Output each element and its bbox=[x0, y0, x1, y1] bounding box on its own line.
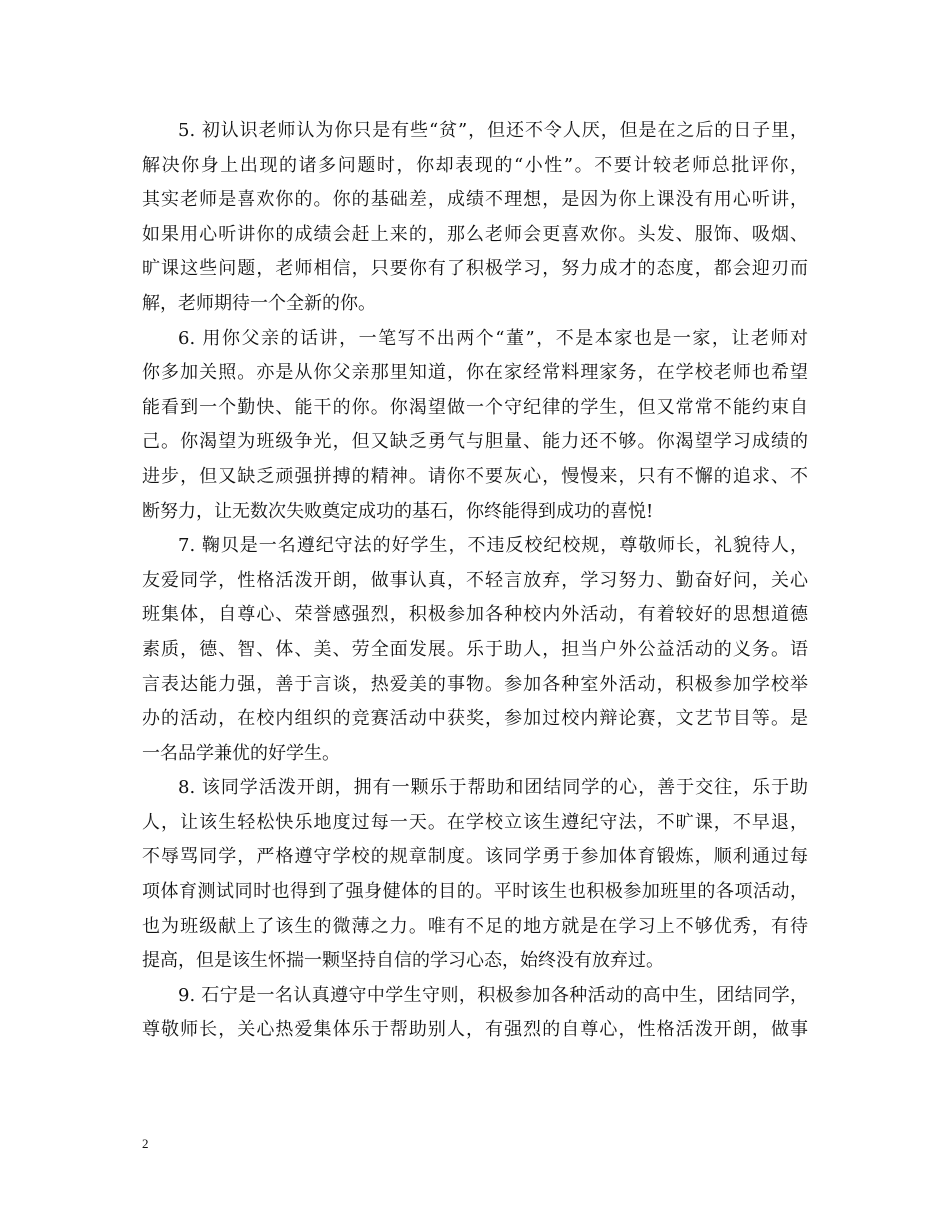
paragraph-item-9 bbox=[142, 979, 808, 1048]
text-line: 5. 初认识老师认为你只是有些“贫”，但还不令人厌，但是在之后的日子里， bbox=[178, 120, 808, 141]
text-line: 人，让该生轻松快乐地度过每一天。在学校立该生遵纪守法，不旷课，不早退， bbox=[142, 811, 808, 833]
page-number: 2 bbox=[142, 1136, 149, 1151]
text-line: 解决你身上出现的诸多问题时，你却表现的“小性”。不要计较老师总批评你， bbox=[142, 154, 808, 176]
text-line: 6. 用你父亲的话讲，一笔写不出两个“董”，不是本家也是一家，让老师对 bbox=[178, 327, 808, 349]
text-line: 班集体，自尊心、荣誉感强烈，积极参加各种校内外活动，有着较好的思想道德 bbox=[142, 604, 808, 626]
text-line: 旷课这些问题，老师相信，只要你有了积极学习，努力成才的态度，都会迎刃而 bbox=[142, 258, 808, 280]
text-line: 断努力，让无数次失败奠定成功的基石，你终能得到成功的喜悦! bbox=[142, 500, 654, 522]
text-line: 办的活动，在校内组织的竞赛活动中获奖，参加过校内辩论赛，文艺节目等。是 bbox=[142, 708, 808, 730]
text-line: 其实老师是喜欢你的。你的基础差，成绩不理想，是因为你上课没有用心听讲， bbox=[142, 189, 808, 211]
text-line: 9. 石宁是一名认真遵守中学生守则，积极参加各种活动的高中生，团结同学， bbox=[178, 984, 808, 1006]
paragraph-item-7 bbox=[142, 529, 808, 771]
text-line: 言表达能力强，善于言谈，热爱美的事物。参加各种室外活动，积极参加学校举 bbox=[142, 673, 808, 695]
text-line: 7. 鞠贝是一名遵纪守法的好学生，不违反校纪校规，尊敬师长，礼貌待人， bbox=[178, 535, 808, 557]
text-line: 尊敬师长，关心热爱集体乐于帮助别人，有强烈的自尊心，性格活泼开朗，做事 bbox=[142, 1019, 808, 1041]
text-line: 如果用心听讲你的成绩会赶上来的，那么老师会更喜欢你。头发、服饰、吸烟、 bbox=[142, 223, 808, 245]
text-line: 一名品学兼优的好学生。 bbox=[142, 742, 340, 764]
document-body bbox=[142, 114, 808, 1048]
text-line: 素质，德、智、体、美、劳全面发展。乐于助人，担当户外公益活动的义务。语 bbox=[142, 638, 808, 660]
text-line: 解，老师期待一个全新的你。 bbox=[142, 292, 376, 314]
text-line: 提高，但是该生怀揣一颗坚持自信的学习心态，始终没有放弃过。 bbox=[142, 950, 664, 972]
text-line: 能看到一个勤快、能干的你。你渴望做一个守纪律的学生，但又常常不能约束自 bbox=[142, 396, 808, 418]
text-line: 你多加关照。亦是从你父亲那里知道，你在家经常料理家务，在学校老师也希望 bbox=[142, 362, 808, 384]
text-line: 进步，但又缺乏顽强拼搏的精神。请你不要灰心，慢慢来，只有不懈的追求、不 bbox=[142, 465, 808, 487]
paragraph-item-6 bbox=[142, 322, 808, 530]
text-line: 8. 该同学活泼开朗，拥有一颗乐于帮助和团结同学的心，善于交往，乐于助 bbox=[178, 777, 808, 799]
text-line: 不辱骂同学，严格遵守学校的规章制度。该同学勇于参加体育锻炼，顺利通过每 bbox=[142, 846, 808, 868]
paragraph-item-5 bbox=[142, 114, 808, 322]
text-line: 友爱同学，性格活泼开朗，做事认真，不轻言放弃，学习努力、勤奋好问，关心 bbox=[142, 569, 808, 591]
text-line: 项体育测试同时也得到了强身健体的目的。平时该生也积极参加班里的各项活动， bbox=[142, 881, 808, 903]
text-line: 也为班级献上了该生的微薄之力。唯有不足的地方就是在学习上不够优秀，有待 bbox=[142, 915, 808, 937]
text-line: 己。你渴望为班级争光，但又缺乏勇气与胆量、能力还不够。你渴望学习成绩的 bbox=[142, 431, 808, 453]
paragraph-item-8 bbox=[142, 771, 808, 979]
